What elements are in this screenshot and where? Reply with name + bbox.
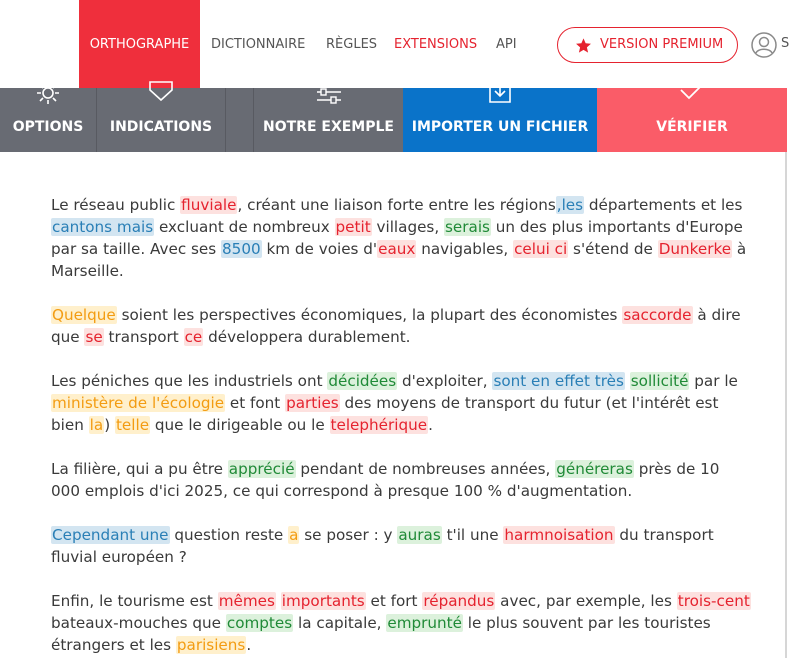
text-run: , créant une liaison forte entre les régions bbox=[237, 196, 556, 214]
verify-button[interactable] bbox=[597, 88, 787, 152]
text-run: avec, par exemple, les bbox=[495, 592, 677, 610]
error-highlight[interactable]: celui ci bbox=[514, 240, 568, 258]
paragraph-1 bbox=[51, 194, 751, 282]
premium-label: VERSION PREMIUM bbox=[600, 37, 724, 52]
error-highlight[interactable]: Cependant une bbox=[52, 526, 169, 544]
text-run: soient les perspectives économiques, la plupart des économistes bbox=[116, 306, 623, 324]
paragraph-5 bbox=[51, 524, 751, 568]
text-run: Les péniches que les industriels ont bbox=[51, 372, 328, 390]
error-highlight[interactable]: telephérique bbox=[330, 416, 428, 434]
error-highlight[interactable]: Quelque bbox=[52, 306, 116, 324]
text-run: km de voies d' bbox=[261, 240, 378, 258]
error-highlight[interactable]: apprécié bbox=[228, 460, 295, 478]
error-highlight[interactable]: parties bbox=[286, 394, 339, 412]
text-editor[interactable] bbox=[0, 152, 787, 658]
scrollbar[interactable] bbox=[785, 152, 787, 658]
upload-icon bbox=[487, 80, 513, 106]
error-highlight[interactable]: ce bbox=[184, 328, 203, 346]
text-run: excluant de nombreux bbox=[154, 218, 335, 236]
error-highlight[interactable]: a bbox=[289, 526, 299, 544]
text-run: pendant de nombreuses années, bbox=[295, 460, 556, 478]
error-highlight[interactable]: emprunté bbox=[387, 614, 462, 632]
nav-dictionnaire[interactable]: DICTIONNAIRE bbox=[211, 37, 306, 52]
text-run: villages, bbox=[371, 218, 445, 236]
text-run: un des plus importants d'Europe par sa taille. Avec ses bbox=[51, 218, 743, 258]
text-run: à dire que bbox=[51, 306, 741, 346]
text-run: du transport fluvial européen ? bbox=[51, 526, 714, 566]
example-label: NOTRE EXEMPLE bbox=[263, 119, 394, 135]
text-run: que le dirigeable ou le bbox=[150, 416, 330, 434]
text-run: s'étend de bbox=[568, 240, 658, 258]
gear-icon bbox=[35, 80, 61, 106]
paragraph-3 bbox=[51, 370, 751, 436]
text-run: bateaux-mouches que bbox=[51, 614, 226, 632]
error-highlight[interactable]: décidées bbox=[328, 372, 397, 390]
nav-api[interactable]: API bbox=[496, 37, 517, 52]
text-run: . bbox=[246, 636, 252, 654]
text-run: à Marseille. bbox=[51, 240, 747, 280]
indications-label: INDICATIONS bbox=[109, 119, 213, 135]
top-navigation bbox=[0, 0, 787, 88]
paragraph-4 bbox=[51, 458, 751, 502]
text-run: des moyens de transport du futur (et l'intérêt est bien bbox=[51, 394, 719, 434]
text-run: Enfin, le tourisme est bbox=[51, 592, 218, 610]
text-run: développera durablement. bbox=[203, 328, 411, 346]
error-highlight[interactable]: mêmes bbox=[218, 592, 275, 610]
text-run: La filière, qui a pu être bbox=[51, 460, 228, 478]
text-run: et fort bbox=[365, 592, 423, 610]
error-highlight[interactable]: comptes bbox=[226, 614, 293, 632]
error-highlight[interactable]: sont en effet très bbox=[493, 372, 624, 390]
error-highlight[interactable]: la bbox=[89, 416, 104, 434]
text-run: près de 10 000 emplois d'ici 2025, ce qui correspond à presque 100 % d'augmentation. bbox=[51, 460, 720, 500]
error-highlight[interactable]: Dunkerke bbox=[658, 240, 732, 258]
error-highlight[interactable]: ministère de l'écologie bbox=[52, 394, 225, 412]
error-highlight[interactable]: 8500 bbox=[222, 240, 261, 258]
sliders-icon bbox=[315, 80, 343, 106]
error-highlight[interactable]: telle bbox=[115, 416, 150, 434]
text-run: la capitale, bbox=[293, 614, 387, 632]
paragraph-2 bbox=[51, 304, 751, 348]
text-run: le plus souvent par les touristes étrangers et les bbox=[51, 614, 711, 654]
error-highlight[interactable]: se bbox=[85, 328, 103, 346]
error-highlight[interactable]: trois-cent bbox=[677, 592, 750, 610]
options-label: OPTIONS bbox=[12, 119, 84, 135]
text-run: navigables, bbox=[416, 240, 514, 258]
paragraph-6 bbox=[51, 590, 751, 656]
user-initial: S bbox=[781, 36, 789, 51]
premium-button[interactable] bbox=[557, 27, 738, 63]
text-run: . bbox=[428, 416, 433, 434]
error-highlight[interactable]: eaux bbox=[378, 240, 416, 258]
error-highlight[interactable]: saccorde bbox=[623, 306, 692, 324]
star-icon bbox=[575, 37, 592, 54]
text-run: se poser : y bbox=[299, 526, 398, 544]
check-icon bbox=[678, 80, 706, 104]
import-file-button[interactable] bbox=[403, 88, 597, 152]
error-highlight[interactable]: importants bbox=[281, 592, 365, 610]
verify-label: VÉRIFIER bbox=[656, 119, 728, 135]
text-run: question reste bbox=[169, 526, 289, 544]
error-highlight[interactable]: petit bbox=[335, 218, 371, 236]
error-highlight[interactable]: généreras bbox=[556, 460, 633, 478]
text-run: par le bbox=[689, 372, 738, 390]
error-highlight[interactable]: harmnoisation bbox=[504, 526, 614, 544]
text-run: Le réseau public bbox=[51, 196, 181, 214]
error-highlight[interactable]: ,les bbox=[556, 196, 584, 214]
tag-icon bbox=[147, 80, 175, 104]
editor-toolbar bbox=[0, 88, 787, 152]
error-highlight[interactable]: sollicité bbox=[630, 372, 689, 390]
text-run: ) bbox=[104, 416, 115, 434]
text-run: t'il une bbox=[441, 526, 504, 544]
nav-orthographe[interactable]: ORTHOGRAPHE bbox=[79, 0, 200, 88]
text-run bbox=[625, 372, 630, 390]
nav-regles[interactable]: RÈGLES bbox=[326, 37, 378, 52]
indications-button[interactable] bbox=[97, 88, 225, 152]
error-highlight[interactable]: auras bbox=[398, 526, 441, 544]
text-run: et font bbox=[225, 394, 286, 412]
error-highlight[interactable]: fluviale bbox=[181, 196, 237, 214]
text-run: départements et les bbox=[584, 196, 743, 214]
error-highlight[interactable]: serais bbox=[445, 218, 490, 236]
text-run: transport bbox=[103, 328, 184, 346]
import-file-label: IMPORTER UN FICHIER bbox=[411, 119, 589, 135]
error-highlight[interactable]: cantons mais bbox=[52, 218, 154, 236]
options-button[interactable] bbox=[0, 88, 96, 152]
nav-extensions[interactable]: EXTENSIONS bbox=[394, 37, 478, 52]
example-button[interactable] bbox=[254, 88, 403, 152]
user-icon[interactable] bbox=[751, 32, 777, 58]
error-highlight[interactable]: parisiens bbox=[176, 636, 246, 654]
text-run: d'exploiter, bbox=[397, 372, 493, 390]
error-highlight[interactable]: répandus bbox=[423, 592, 495, 610]
